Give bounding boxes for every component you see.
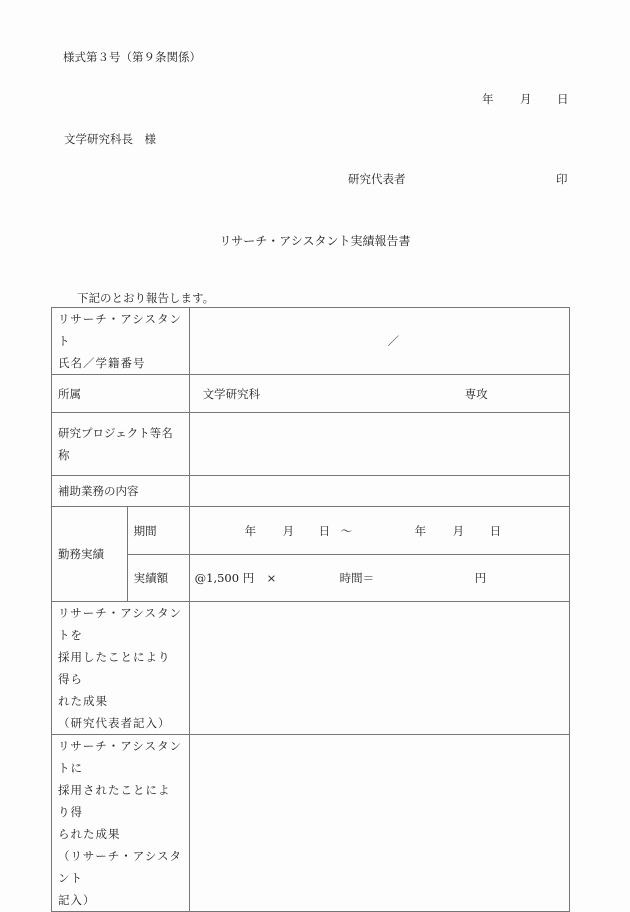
start-year: 年 — [244, 523, 257, 538]
row-work-amount — [52, 555, 570, 602]
affiliation-field[interactable] — [189, 375, 569, 413]
date-year-label: 年 — [482, 92, 494, 106]
hourly-rate: @1,500 円 — [194, 571, 255, 585]
amount-field[interactable] — [189, 555, 569, 602]
period-tilde: ～ — [340, 523, 353, 538]
results-representative-label: リサーチ・アシスタントを 採用したことにより得ら れた成果 （研究代表者記入） — [52, 602, 190, 735]
affiliation-label: 所属 — [52, 375, 190, 413]
row-results-assistant — [52, 735, 570, 912]
hours-equals: 時間＝ — [339, 571, 375, 585]
period-field[interactable] — [189, 507, 569, 555]
report-form-table — [51, 307, 570, 912]
period-label: 期間 — [127, 507, 189, 555]
major-suffix: 専攻 — [464, 386, 488, 401]
form-number: 様式第３号（第９条関係） — [63, 50, 201, 64]
name-label: リサーチ・アシスタント 氏名／学籍番号 — [52, 308, 190, 375]
duties-label: 補助業務の内容 — [52, 476, 190, 507]
end-year: 年 — [414, 523, 427, 538]
row-name — [52, 308, 570, 375]
name-id-field[interactable] — [189, 308, 569, 375]
row-duties — [52, 476, 570, 507]
document-title: リサーチ・アシスタント実績報告書 — [219, 234, 411, 248]
work-record-label: 勤務実績 — [52, 507, 128, 602]
end-month: 月 — [452, 523, 465, 538]
project-label: 研究プロジェクト等名称 — [52, 413, 190, 476]
date-day-label: 日 — [557, 92, 569, 106]
yen-suffix: 円 — [474, 571, 487, 585]
intro-text: 下記のとおり報告します。 — [77, 291, 215, 305]
results-assistant-field[interactable] — [189, 735, 569, 912]
duties-field[interactable] — [189, 476, 569, 507]
representative-label: 研究代表者 — [348, 172, 406, 186]
row-affiliation — [52, 375, 570, 413]
date-month-label: 月 — [520, 92, 532, 106]
project-name-field[interactable] — [189, 413, 569, 476]
seal-mark: 印 — [556, 172, 568, 186]
results-representative-field[interactable] — [189, 602, 569, 735]
amount-label: 実績額 — [127, 555, 189, 602]
row-results-representative — [52, 602, 570, 735]
times-sign: × — [266, 571, 277, 585]
graduate-school-text: 文学研究科 — [202, 386, 261, 401]
start-month: 月 — [282, 523, 295, 538]
results-assistant-label: リサーチ・アシスタントに 採用されたことにより得 られた成果 （リサーチ・アシスタント 記入） — [52, 735, 190, 912]
row-work-period — [52, 507, 570, 555]
end-day: 日 — [489, 523, 502, 538]
start-day: 日 — [318, 523, 331, 538]
addressee: 文学研究科長 様 — [64, 132, 156, 146]
row-project — [52, 413, 570, 476]
name-id-separator: ／ — [387, 334, 400, 348]
